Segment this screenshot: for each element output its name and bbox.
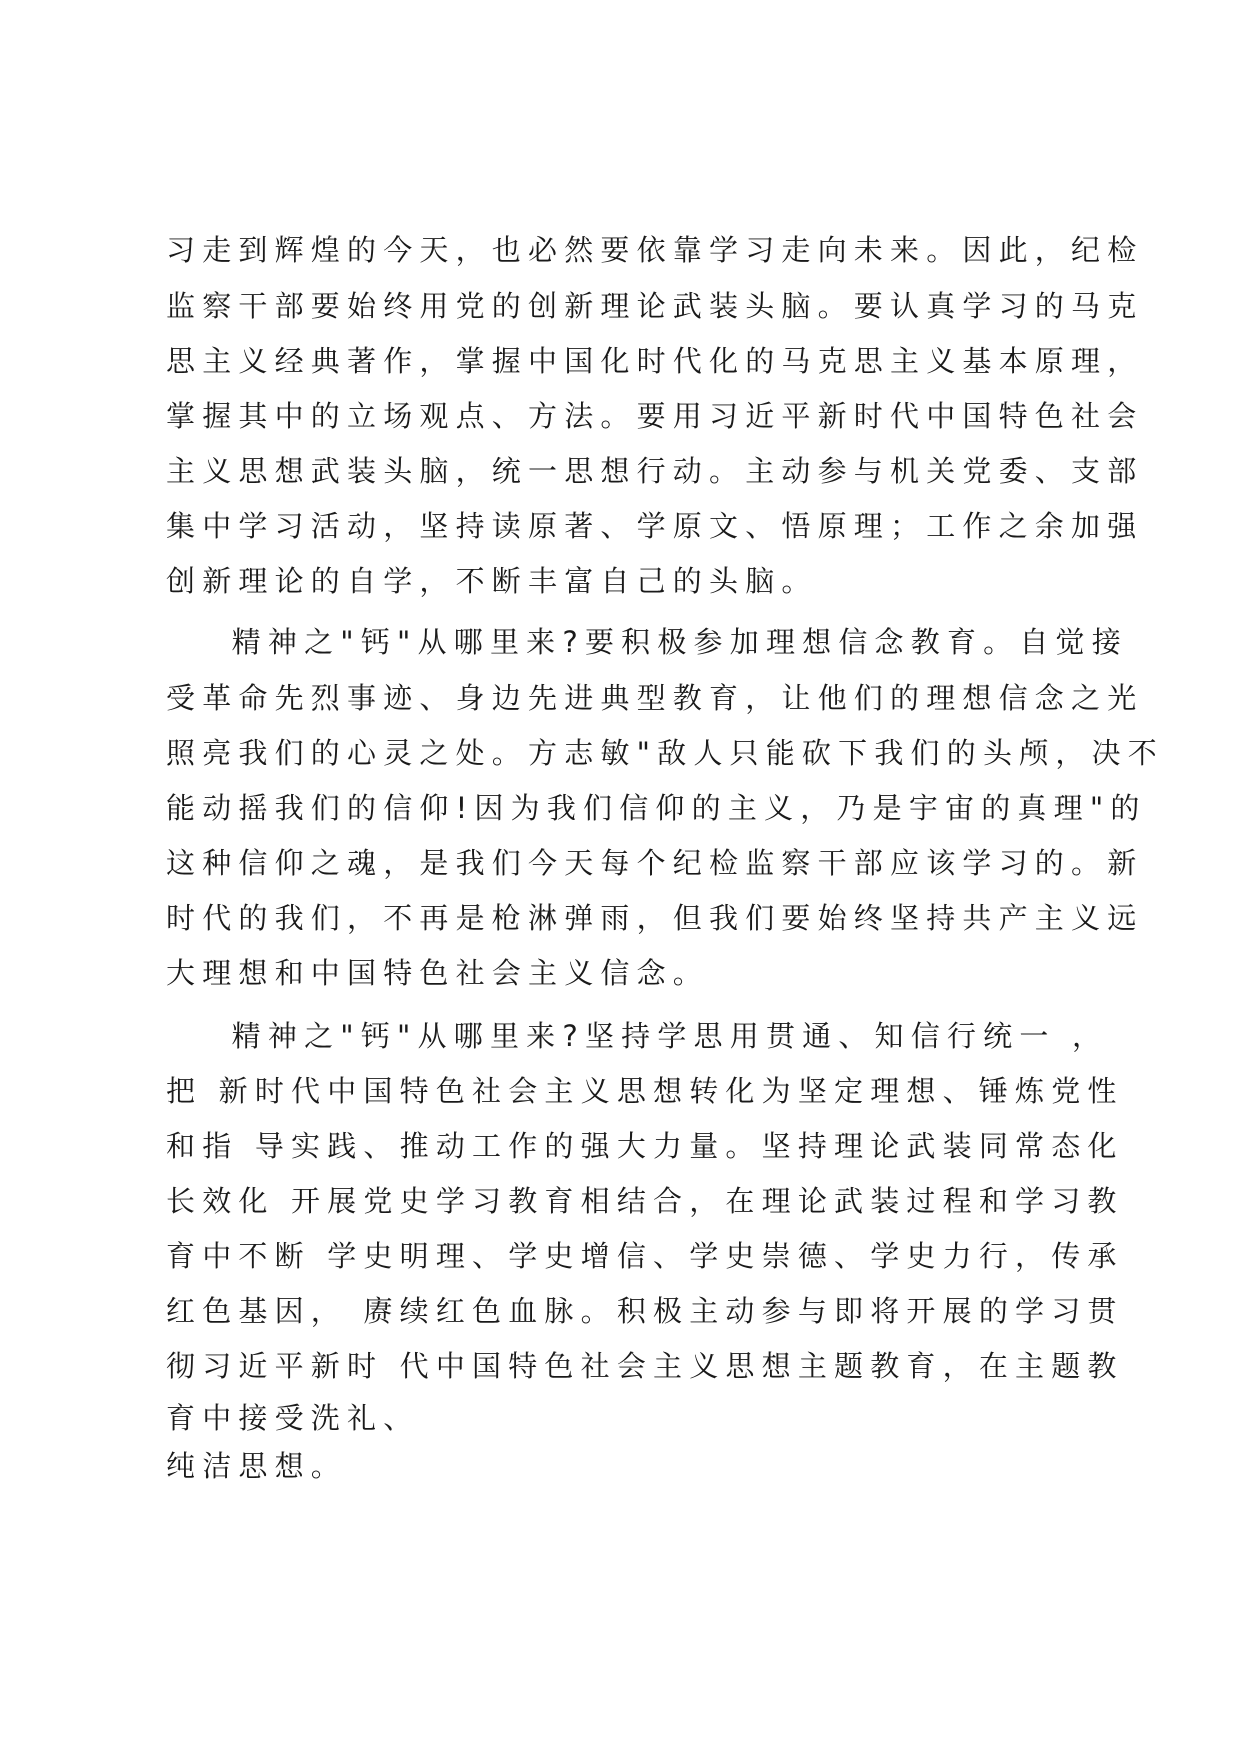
text-line: 彻习近平新时 代中国特色社会主义思想主题教育，在主题教	[166, 1349, 1124, 1383]
text-line: 红色基因， 赓续红色血脉。积极主动参与即将开展的学习贯	[166, 1294, 1124, 1328]
text-line: 监察干部要始终用党的创新理论武装头脑。要认真学习的马克	[166, 289, 1144, 323]
text-line: 这种信仰之魂，是我们今天每个纪检监察干部应该学习的。新	[166, 846, 1144, 880]
text-line: 和指 导实践、推动工作的强大力量。坚持理论武装同常态化	[166, 1129, 1124, 1163]
text-line: 习走到辉煌的今天，也必然要依靠学习走向未来。因此，纪检	[166, 233, 1144, 267]
text-line: 照亮我们的心灵之处。方志敏"敌人只能砍下我们的头颅，决不	[166, 736, 1164, 770]
text-line: 育中不断 学史明理、学史增信、学史崇德、学史力行，传承	[166, 1239, 1124, 1273]
text-line: 思主义经典著作，掌握中国化时代化的马克思主义基本原理，	[166, 344, 1144, 378]
text-line: 精神之"钙"从哪里来?要积极参加理想信念教育。自觉接	[166, 625, 1128, 659]
text-line: 长效化 开展党史学习教育相结合，在理论武装过程和学习教	[166, 1184, 1124, 1218]
text-line: 受革命先烈事迹、身边先进典型教育，让他们的理想信念之光	[166, 681, 1144, 715]
text-line: 时代的我们，不再是枪淋弹雨，但我们要始终坚持共产主义远	[166, 901, 1144, 935]
text-line: 育中接受洗礼、	[166, 1401, 420, 1435]
text-line: 集中学习活动，坚持读原著、学原文、悟原理；工作之余加强	[166, 509, 1144, 543]
text-line: 创新理论的自学，不断丰富自己的头脑。	[166, 564, 818, 598]
text-line: 掌握其中的立场观点、方法。要用习近平新时代中国特色社会	[166, 399, 1144, 433]
text-line: 纯洁思想。	[166, 1449, 348, 1483]
text-line: 精神之"钙"从哪里来?坚持学思用贯通、知信行统一 ，	[166, 1019, 1109, 1053]
text-line: 把 新时代中国特色社会主义思想转化为坚定理想、锤炼党性	[166, 1074, 1124, 1108]
text-line: 能动摇我们的信仰!因为我们信仰的主义，乃是宇宙的真理"的	[166, 791, 1147, 825]
text-line: 大理想和中国特色社会主义信念。	[166, 956, 710, 990]
text-line: 主义思想武装头脑，统一思想行动。主动参与机关党委、支部	[166, 454, 1144, 488]
